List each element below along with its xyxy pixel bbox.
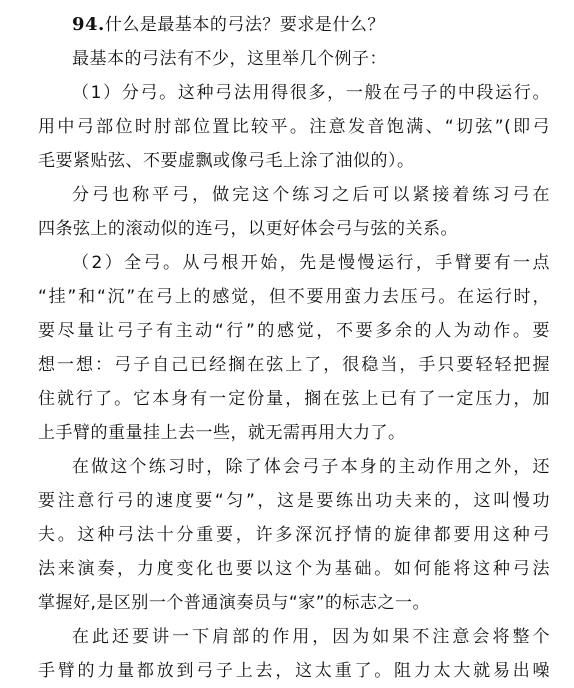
question-heading [38, 8, 550, 42]
text-line: 在此还要讲一下肩部的作用，因为如果不注意会将整个 [72, 627, 550, 647]
paragraph-whole-bow [38, 246, 550, 450]
text-line: 住就行了。它本身有一定份量，搁在弦上已有了一定压力，加 [38, 389, 550, 409]
text-line: “挂”和“沉”在弓上的感觉，但不要用蛮力去压弓。在运行时， [38, 287, 550, 307]
text-line: 分弓也称平弓，做完这个练习之后可以紧接着练习弓在 [72, 185, 550, 205]
paragraph-shoulder [38, 620, 550, 688]
text-line: 毛要紧贴弦、不要虚飘或像弓毛上涂了油似的）。 [38, 151, 415, 171]
text-line: 用中弓部位时肘部位置比较平。注意发音饱满、“切弦”(即弓 [38, 117, 550, 137]
text-line: 四条弦上的滚动似的连弓，以更好体会弓与弦的关系。 [38, 219, 458, 239]
text-line: 想一想：弓子自己已经搁在弦上了，很稳当，手只要轻轻把握 [38, 355, 550, 375]
text-line: 法来演奏，力度变化也要以这个为基础。如何能将这种弓法 [38, 559, 550, 579]
text-line: 手臂的力量都放到弓子上去，这太重了。阻力太大就易出噪 [38, 661, 550, 681]
text-line: 在做这个练习时，除了体会弓子本身的主动作用之外，还 [72, 457, 550, 477]
text-line: （2）全弓。从弓根开始，先是慢慢运行，手臂要有一点 [72, 253, 550, 273]
document-page [38, 8, 550, 688]
paragraph-flat-bow [38, 178, 550, 246]
paragraph-divided-bow [38, 76, 550, 178]
paragraph-intro [38, 42, 550, 76]
paragraph-practice [38, 450, 550, 620]
text-line: 夫。这种弓法十分重要，许多深沉抒情的旋律都要用这种弓 [38, 525, 550, 545]
text-line: 上手臂的重量挂上去一些，就无需再用大力了。 [38, 423, 406, 443]
text-line: （1）分弓。这种弓法用得很多，一般在弓子的中段运行。 [72, 83, 550, 103]
text-line: 要尽量让弓子有主动“行”的感觉，不要多余的人为动作。要 [38, 321, 550, 341]
question-title: 什么是最基本的弓法？要求是什么？ [104, 15, 385, 35]
question-number: 94. [72, 14, 105, 35]
text-line: 要注意行弓的速度要“匀”，这是要练出功夫来的，这叫慢功 [38, 491, 550, 511]
text-line: 最基本的弓法有不少，这里举几个例子： [72, 49, 387, 69]
text-line: 掌握好,是区别一个普通演奏员与“家”的标志之一。 [38, 593, 431, 613]
